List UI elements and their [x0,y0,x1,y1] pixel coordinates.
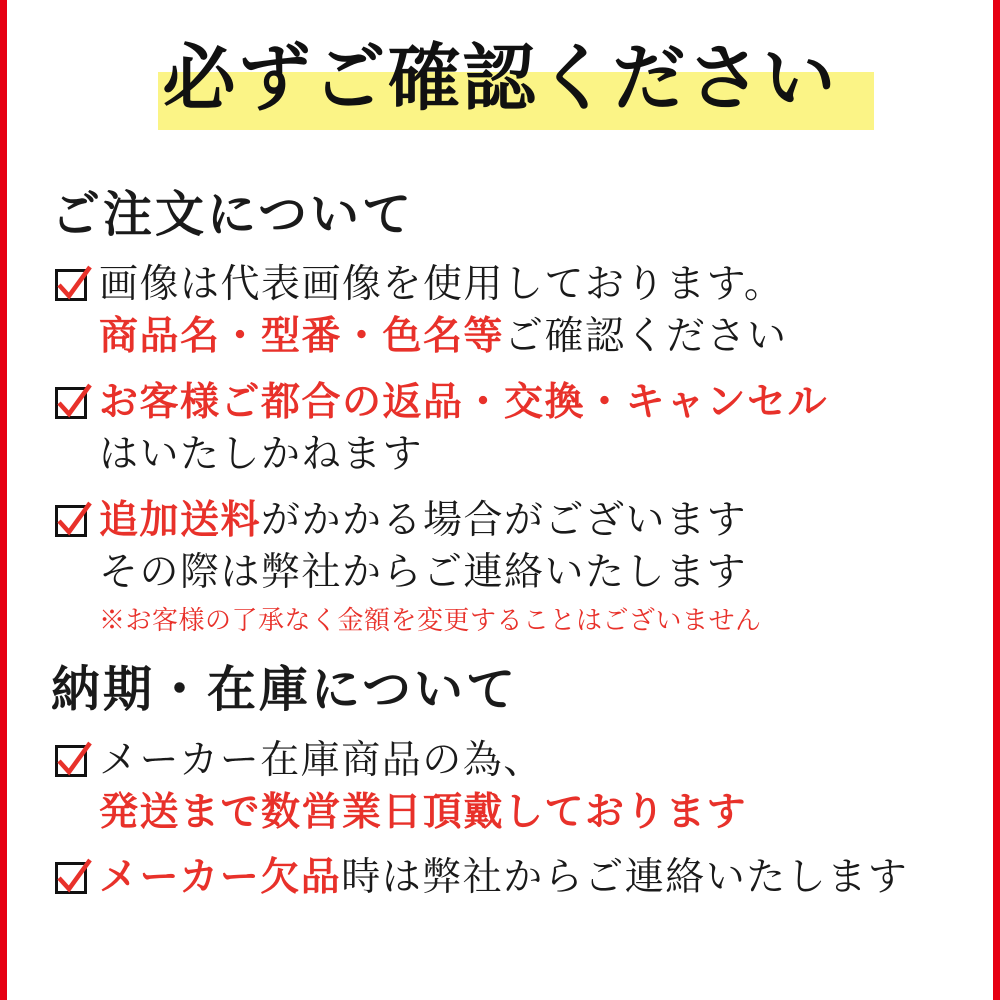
notice-item-text [99,495,959,638]
checkbox-checked-icon [53,501,93,541]
page-title: 必ずご確認ください [162,38,838,119]
notice-footnote: ※お客様の了承なく金額を変更することはございません [99,606,762,636]
notice-line-rest: ご確認ください [504,315,788,359]
notice-content [7,0,993,1000]
notice-item [53,259,959,363]
notice-line: お客様ご都合の返品・交換・キャンセル [99,380,829,424]
notice-item-text [99,852,959,904]
notice-line-emphasis: メーカー欠品 [99,856,342,900]
notice-line: メーカー在庫商品の為、 [99,738,544,782]
section-heading-order: ご注文について [51,187,415,242]
notice-item-text [99,377,959,481]
section-heading-delivery: 納期・在庫について [51,662,519,718]
notice-item-text [99,259,959,363]
notice-item [53,495,959,638]
notice-item [53,852,959,904]
notice-line [99,852,959,904]
notice-item [53,735,959,839]
notice-line-emphasis: 追加送料 [99,498,262,542]
checkbox-checked-icon [53,741,93,781]
checkbox-checked-icon [53,265,93,305]
notice-line [99,495,959,547]
checkbox-checked-icon [53,858,93,898]
checkbox-checked-icon [53,383,93,423]
notice-line: その際は弊社からご連絡いたします [99,550,748,594]
notice-line: 発送まで数営業日頂戴しております [99,790,748,834]
notice-line-rest: がかかる場合がございます [261,498,748,542]
notice-line-rest: 時は弊社からご連絡いたします [341,856,909,900]
notice-line: はいたしかねます [99,432,424,476]
notice-line-emphasis: 商品名・型番・色名等 [99,315,505,359]
notice-item [53,377,959,481]
notice-item-text [99,735,959,839]
page-title-block [41,36,959,136]
notice-line: 画像は代表画像を使用しております。 [99,263,785,307]
notice-line [99,311,959,363]
